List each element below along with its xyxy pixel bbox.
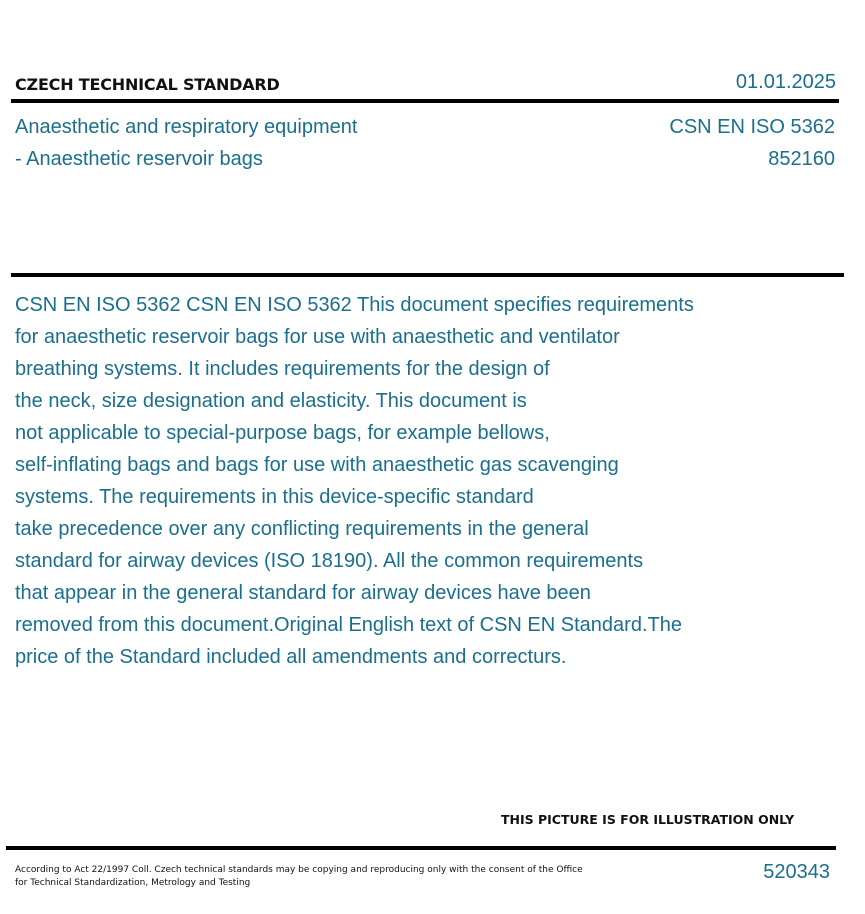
standard-title-line-1: Anaesthetic and respiratory equipment bbox=[15, 116, 358, 138]
abstract-text: CSN EN ISO 5362 CSN EN ISO 5362 This document specifies requirements for anaesthetic reservoir bags for use with anaesthetic and ventilator breathing systems. It includes requirements for the design of the neck, size designation and elasticity. This document is not applicable to special-purpose bags, for example bellows, self-inflating bags and bags for use with anaesthetic gas scavenging systems. The requirements in this device-specific standard take precedence over any conflicting requirements in the general standard for airway devices (ISO 18190). All the common requirements that appear in the general standard for airway devices have been removed from this document.Original English text of CSN EN Standard.The price of the Standard included all amendments and correcturs. bbox=[15, 294, 694, 668]
legal-notice: According to Act 22/1997 Coll. Czech technical standards may be copying and reproducing only with the consent of the Office for Technical Standardization, Metrology and Testing bbox=[15, 865, 583, 888]
illustration-disclaimer: THIS PICTURE IS FOR ILLUSTRATION ONLY bbox=[501, 812, 795, 827]
document-header-title: CZECH TECHNICAL STANDARD bbox=[15, 75, 280, 94]
standard-code: CSN EN ISO 5362 bbox=[669, 116, 835, 138]
classification-number: 852160 bbox=[768, 148, 835, 170]
standard-title-line-2: - Anaesthetic reservoir bags bbox=[15, 148, 263, 170]
catalog-number: 520343 bbox=[763, 861, 830, 883]
effective-date: 01.01.2025 bbox=[735, 71, 836, 93]
header-divider bbox=[11, 99, 839, 103]
section-divider bbox=[11, 273, 844, 277]
footer-divider bbox=[6, 846, 836, 850]
